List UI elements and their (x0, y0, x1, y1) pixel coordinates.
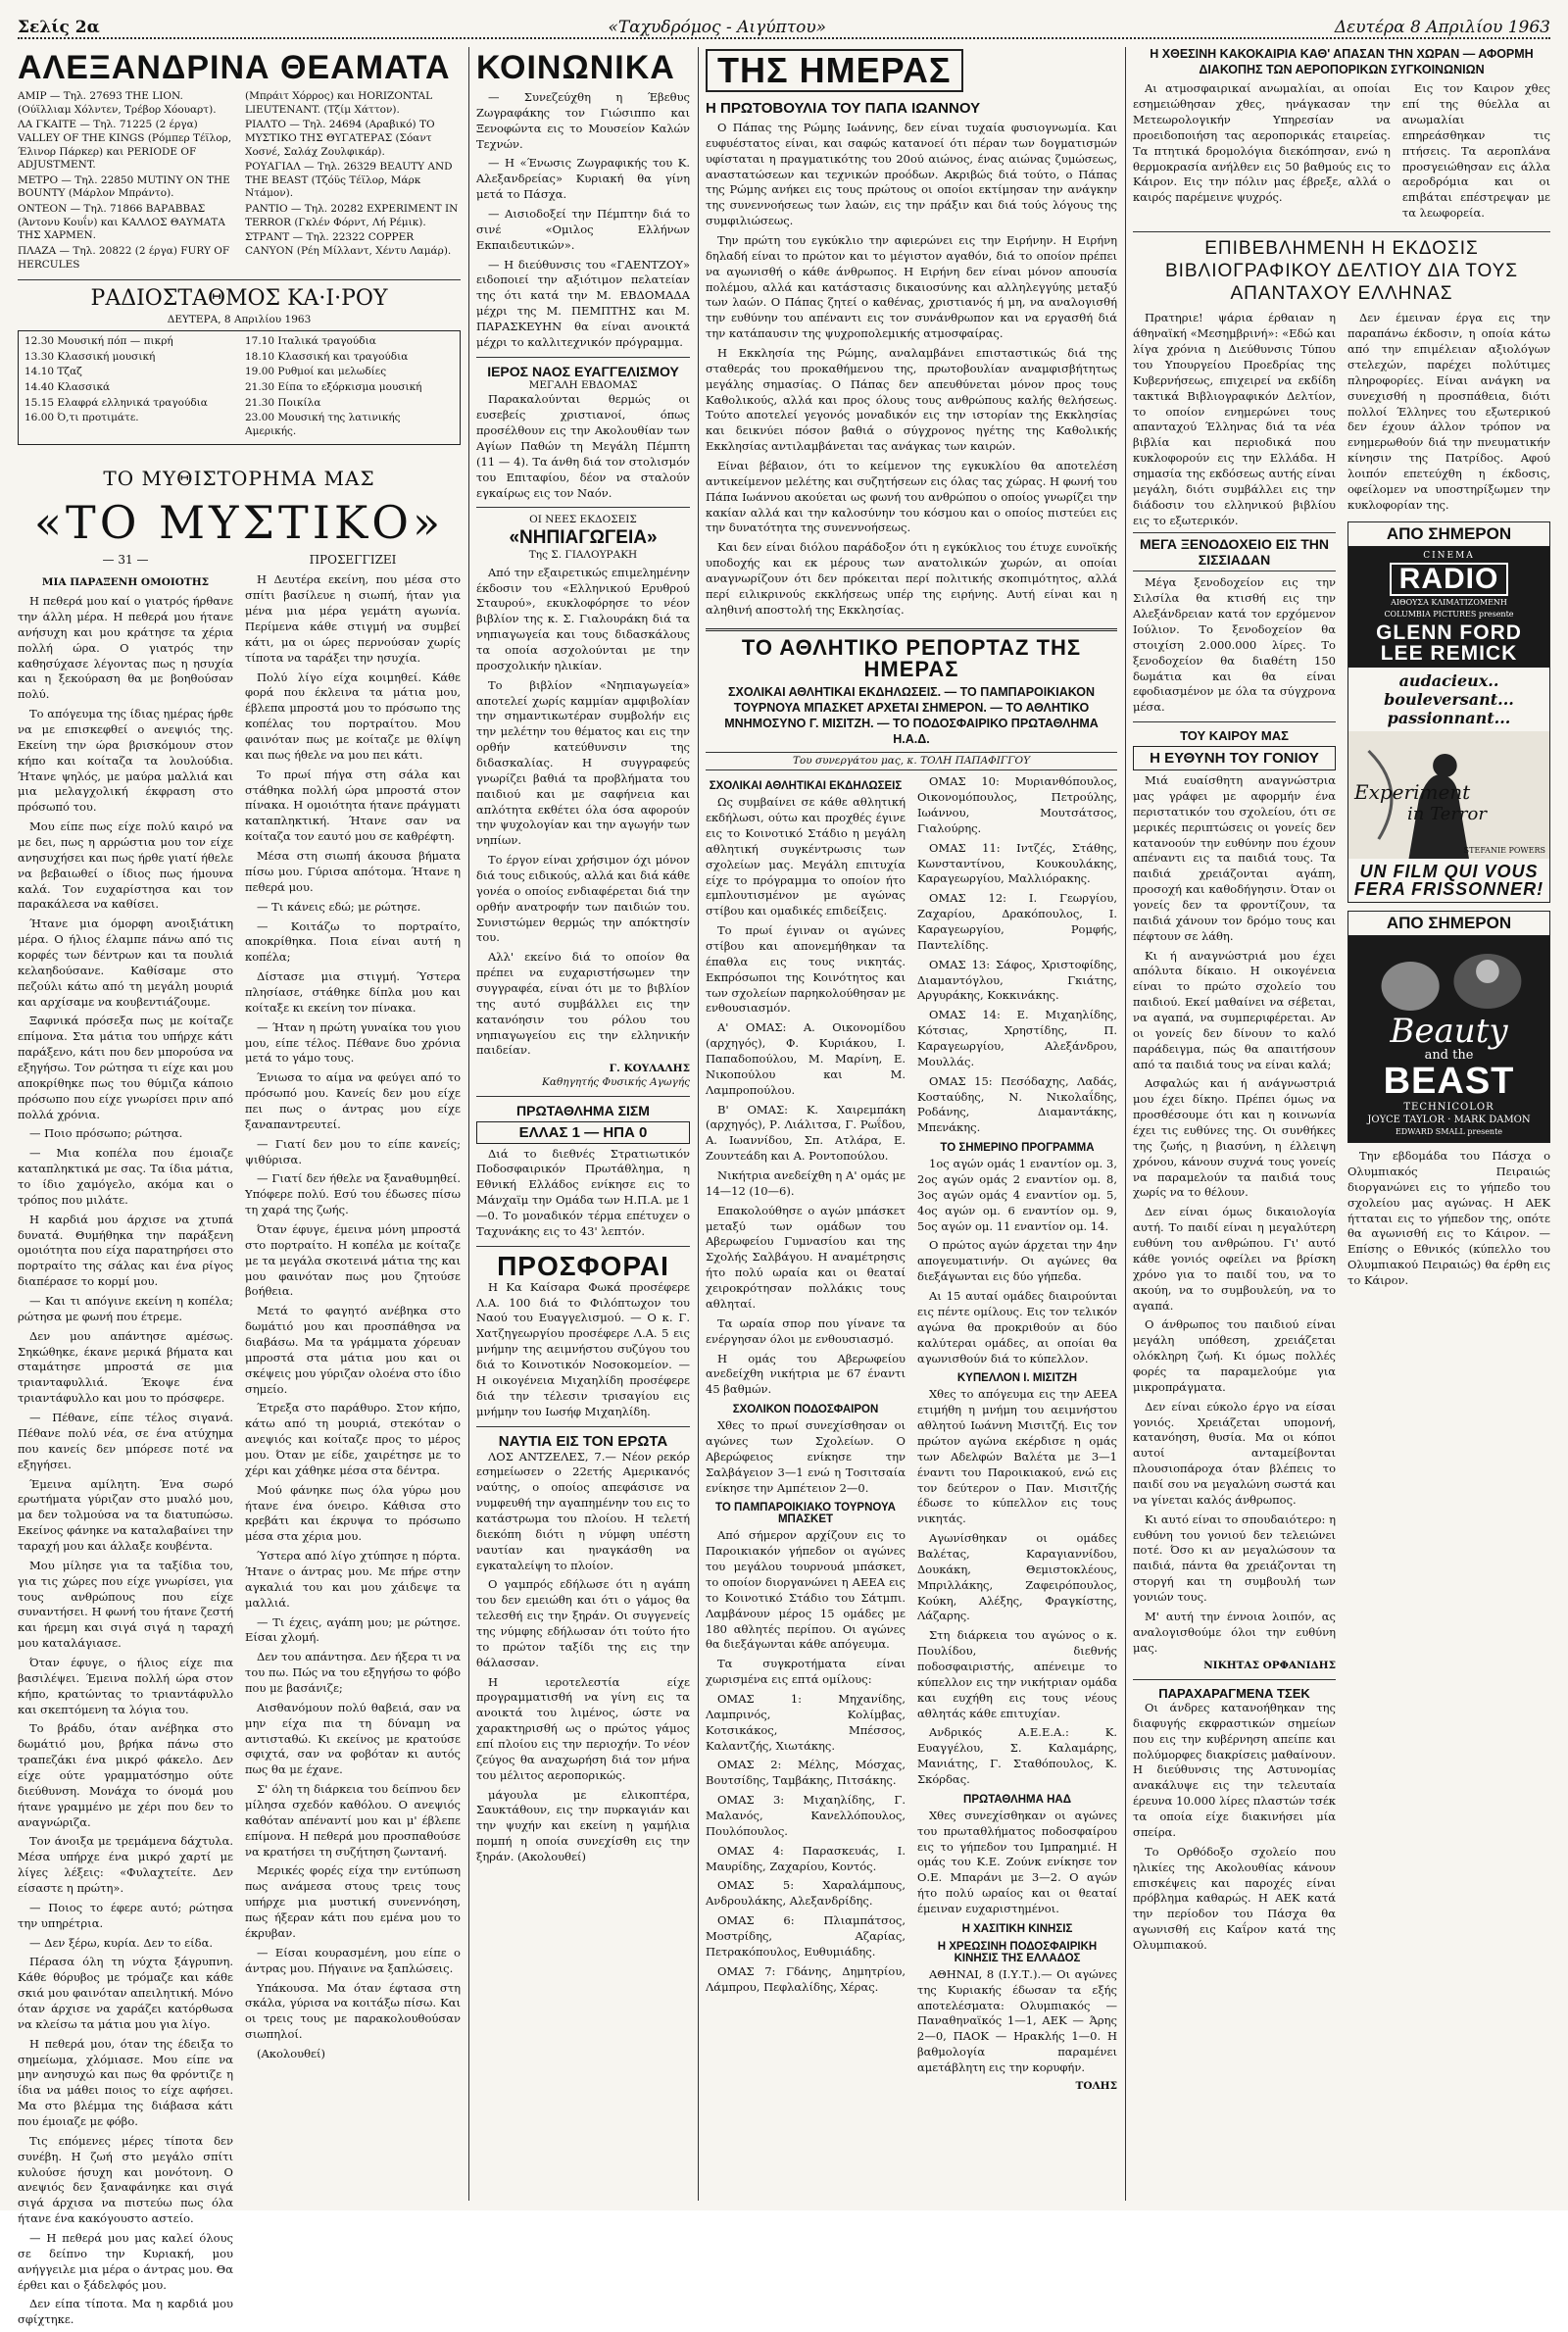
ad2-color: TECHNICOLOR (1403, 1102, 1494, 1114)
social-notes (476, 90, 690, 351)
newspaper-name: «Ταχυδρόμος - Αιγύπτου» (608, 18, 827, 37)
church-text: Παρακαλούνται θερμώς οι ευσεβείς χριστιανοί, όπως προσέλθουν εις την Ακολουθίαν των Αγίων Παθών τη Μεγάλη Πέμπτη (11 — 4). Τα άνθη διά τον στολισμόν του Επιταφίου, δέον να σταλούν εγκαίρως εις τον Ναόν. (476, 392, 690, 500)
sports-subheading: ΣΧΟΛΙΚΑΙ ΑΘΛΗΤΙΚΑΙ ΕΚΔΗΛΩΣΕΙΣ (709, 780, 903, 793)
sports-paragraph: ΟΜΑΣ 1: Μηχανίδης, Λαμπρινός, Κολίμβας, Κοτσικάκος, Μπέσσος, Καλαντζής, Χιωτάκης. (706, 1691, 906, 1753)
novel-paragraph: Μερικές φορές είχα την εντύπωση πως ανάμεσα στους τρεις τους υπήρχε μια μυστική συνεννόηση, πως ήξεραν κάτι που εμένα μου το έκρυβαν. (245, 1863, 461, 1940)
theaters-right (245, 90, 461, 273)
novel-episode: — 31 — (102, 553, 149, 568)
page-header (18, 12, 1550, 39)
book-review-paragraph: Το έργον είναι χρήσιμον όχι μόνον διά τους ειδικούς, αλλά και διά κάθε γονέα ο οποίος ενδιαφέρεται διά την ορθήν ανατροφήν των παιδιών του. Συνιστώμεν θερμώς την απόκτησίν του. (476, 853, 690, 945)
ad1-body (1348, 547, 1549, 668)
cinema-ad-royal (1348, 911, 1550, 1143)
ad2-title-1: Beauty (1390, 1012, 1508, 1052)
column-rule (698, 47, 699, 2201)
ad1-taglines (1348, 668, 1549, 732)
radio-program-item: 21.30 Ποικίλα (245, 396, 321, 409)
social-note: — Η «Ένωσις Ζωγραφικής του Κ. Αλεξανδρείας» Κυριακή θα γίνη μετά το Πάσχα. (476, 156, 690, 202)
theaters-left (18, 90, 233, 273)
theaters-listing (18, 90, 461, 273)
radio-program-item: 21.30 Είπα το εξόρκισμα μουσική (245, 380, 422, 393)
sports-paragraph: Αι 15 αυταί ομάδες διαιρούνται εις πέντε ομίλους. Εις τον τελικόν αγώνα θα προκριθούν αι δύο καλύτεραι ομάδες, αι οποίαι θα αγωνισθούν διά το κύπελλον. (917, 1289, 1117, 1365)
novel-paragraph: Το βράδυ, όταν ανέβηκα στο δωμάτιό μου, βρήκα πάνω στο τραπεζάκι ένα μικρό φάκελο. Δεν είχε ούτε γραμματόσημο ούτε διεύθυνση. Μονάχα το όνομά μου ήτανε γραμμένο με χέρι που δεν το αναγνώριζα. (18, 1721, 233, 1829)
navy-paragraph: Η ιεροτελεστία είχε προγραμματισθή να γίνη εις τα ανοικτά του λιμένος, ώστε να χαρακτηρισθή ως ο πρώτος γάμος επί πλοίου εις την περιοχήν. Το νέον ζεύγος θα αναχωρήση διά τον μήνα του μέλιτος αεροπορικώς. (476, 1674, 690, 1782)
ad2-title-3: BEAST (1383, 1061, 1515, 1103)
social-note: — Η διεύθυνσις του «ΓΑΕΝΤΖΟΥ» ειδοποιεί την αξιότιμον πελατείαν της ότι κατά την Μ. ΕΒΔΟΜΑΔΑ μέχρι της Μ. ΠΕΜΠΤΗΣ και Μ. ΠΑΡΑΣΚΕΥΗΝ θα είναι ανοικτά μέχρι το καλλιτεχνικόν πρόγραμμα. (476, 257, 690, 349)
weather-paragraph: Δεν είναι όμως δικαιολογία αυτή. Το παιδί είναι η μεγαλύτερη ευθύνη του ανθρώπου. Γι' αυτό κάθε γονιός οφείλει να βρίσκη χρόνο για το παιδί του, να το ακούη, να το συμβουλεύη, να το αγαπά. (1133, 1205, 1336, 1313)
sports-paragraph: Χθες συνεχίσθηκαν οι αγώνες του πρωταθλήματος ποδοσφαίρου εις το γήπεδον του Ιμπραημιέ. Η ομάς του Κ.Ε. Ζούνκ ενίκησε τον Ο.Ε. Μπαράνι με 3—2. Ο αγών ήτο πολύ ωραίος και οι θεαταί έμειναν ευχαριστημένοι. (917, 1808, 1117, 1915)
books-title: ΟΙ ΝΕΕΣ ΕΚΔΟΣΕΙΣ (529, 514, 637, 526)
radio-left (24, 335, 233, 440)
novel-paragraph: Έμεινα αμίλητη. Ένα σωρό ερωτήματα γύριζαν στο μυαλό μου, μα δεν τολμούσα να τα διατυπώσω. Εκείνος φάνηκε να καταλαβαίνει την ταραχή μου και άλλαξε κουβέντα. (18, 1476, 233, 1553)
airline-text-2: Εις τον Καιρον χθες επί της θύελλα αι ανωμαλίαι επηρεάσθηκαν τις πτήσεις. Τα αεροπλάνα προσγειώθησαν εις άλλα αεροδρόμια και οι επιβάται επέστρεψαν με τα λεωφορεία. (1401, 81, 1550, 221)
radio-program-item: 13.30 Κλασσική μουσική (24, 350, 156, 363)
page-number: Σελίς 2α (18, 18, 100, 37)
novel-paragraph: Το πρωί πήγα στη σάλα και στάθηκα πολλή ώρα μπροστά στον πίνακα. Η ομοιότητα ήτανε πράγματι καταπληκτική. Ήτανε σαν να κοίταζα τον εαυτό μου σε καθρέφτη. (245, 767, 461, 844)
ad1-quote: UN FILM QUI VOUS FERA FRISSONNER! (1353, 862, 1544, 900)
ad2-body (1348, 936, 1549, 1142)
sports-paragraph: Χθες το πρωί συνεχίσθησαν οι αγώνες των Σχολείων. Ο Αβερώφειος ενίκησε την Σαλβάγειον 3—1 ενώ η Τοσιτσαία ενίκησε την Αμπέτειον 2—0. (706, 1418, 906, 1495)
novel-paragraph: Δεν του απάντησα. Δεν ήξερα τι να του πω. Πώς να του εξηγήσω το φόβο που με βασάνιζε; (245, 1650, 461, 1696)
weather-paragraph: Ο άνθρωπος του παιδιού είναι μεγάλη υπόθεση, χρειάζεται ολόκληρη ζωή. Κι όμως πολλές φορές τα παραμελούμε για μικροπράγματα. (1133, 1317, 1336, 1394)
radio-right (245, 335, 454, 440)
church-subtitle: ΜΕΓΑΛΗ ΕΒΔΟΜΑΣ (528, 378, 638, 391)
sports-paragraph: ΟΜΑΣ 4: Παρασκευάς, Ι. Μαυρίδης, Ζαχαρίου, Κοντός. (706, 1843, 906, 1873)
novel-paragraph: Πολύ λίγο είχα κοιμηθεί. Κάθε φορά που έκλεινα τα μάτια μου, έβλεπα μπροστά μου το πρόσωπο της κοπέλας του πορτραίτου. Μου φαινόταν πως με κοίταζε με θλίψη και πως ήθελε να μου πει κάτι. (245, 670, 461, 762)
sports-paragraph: 1ος αγών ομάς 1 εναντίον ομ. 3, 2ος αγών ομάς 2 εναντίον ομ. 8, 3ος αγών ομάς 4 εναντίον ομ. 5, 4ος αγών ομ. 6 εναντίον ομ. 9, 5ος αγών ομ. 11 εναντίον ομ. 14. (917, 1157, 1117, 1233)
novel-paragraph: Έτρεξα στο παράθυρο. Στον κήπο, κάτω από τη μουριά, στεκόταν ο ανεψιός και κοίταζε προς το μέρος μου. Όταν με είδε, χαιρέτησε με το χέρι και χάθηκε μέσα στα δέντρα. (245, 1401, 461, 1477)
ad1-top: ΑΠΟ ΣΗΜΕΡΟΝ (1348, 522, 1549, 547)
weather-paragraph: Δεν είναι εύκολο έργο να είσαι γονιός. Χρειάζεται υπομονή, κατανόηση, θυσία. Μα οι κόποι αυτοί ανταμείβονται πλουσιοπάροχα όταν βλέπεις το παιδί σου να μεγαλώνη σωστά και να γίνεται καλός άνθρωπος. (1133, 1399, 1336, 1507)
sports-paragraph: ΟΜΑΣ 14: Ε. Μιχαηλίδης, Κότσιας, Χρηστίδης, Π. Καραγεωργίου, Αλεξάνδρου, Μουλλάς. (917, 1008, 1117, 1068)
biblio-title: ΕΠΙΒΕΒΛΗΜΕΝΗ Η ΕΚΔΟΣΙΣ ΒΙΒΛΙΟΓΡΑΦΙΚΟΥ ΔΕΛΤΙΟΥ ΔΙΑ ΤΟΥΣ ΑΠΑΝΤΑΧΟΥ ΕΛΛΗΝΑΣ (1164, 237, 1519, 304)
airline-text: Αι ατμοσφαιρικαί ανωμαλίαι, αι οποίαι εσημειώθησαν χθες, ηνάγκασαν την Μετεωρολογικήν Υπηρεσίαν να προειδοποιήση τας αεροπορικάς εταιρείας. Τα πτητικά δρομολόγια διεκόπησαν, ενώ η θερμοκρασία ανήλθεν εις 50 βαθμούς εις το Κάιρον. Εις την πόλιν μας έβρεξε, αλλά ο καιρός παρέμεινε ψυχρός. (1133, 81, 1391, 205)
radio-program-item: 14.40 Κλασσικά (24, 380, 111, 393)
novel-paragraph: Το απόγευμα της ίδιας ημέρας ήρθε να με επισκεφθεί ο ανεψιός της. Εκείνη την ώρα βρισκόμουν στον κήπο και κοίταζα τα λουλούδια. Ήτανε ψηλός, με μαύρα μαλλιά και μια μελαγχολική έκφραση στο πρόσωπό του. (18, 707, 233, 815)
sports-subheading: ΣΧΟΛΙΚΟΝ ΠΟΔΟΣΦΑΙΡΟΝ (732, 1404, 879, 1416)
novel-paragraph: Ξαφνικά πρόσεξα πως με κοίταζε επίμονα. Στα μάτια του υπήρχε κάτι παράξενο, κάτι που δεν μπορούσα να εξηγήσω. Τον ρώτησα τι είχε και μου αποκρίθηκε πως του θύμιζα κάποιο πρόσωπο που είχε γνωρίσει πριν από πολλά χρόνια. (18, 1014, 233, 1121)
sports-paragraph: Στη διάρκεια του αγώνος ο κ. Πουλίδου, διεθνής ποδοσφαιριστής, απένειμε το κύπελλον εις την νικήτριαν ομάδα και ευχήθη εις τους νέους αθλητάς κάθε επιτυχίαν. (917, 1628, 1117, 1720)
sports-paragraph: Ο πρώτος αγών άρχεται την 4ην απογευματινήν. Οι αγώνες θα διεξάγωνται εις δύο γήπεδα. (917, 1238, 1117, 1284)
novel-paragraph: Υπάκουσα. Μα όταν έφτασα στη σκάλα, γύρισα να κοιτάξω πίσω. Και οι τρεις τους με παρακολουθούσαν σιωπηλοί. (245, 1980, 461, 2042)
navy-story (476, 1450, 690, 1784)
radio-title: ΡΑΔΙΟΣΤΑΘΜΟΣ ΚΑ·Ι·ΡΟΥ (90, 286, 388, 312)
sports-paragraph: Αγωνίσθηκαν οι ομάδες Βαλέτας, Καραγιαννίδου, Δουκάκη, Θεμιστοκλέους, Μπριλλάκης, Ζαφειρόπουλος, Κούκη, Αλέξης, Φραγκίστης, Λάζαρης. (917, 1531, 1117, 1623)
novel-paragraph: — Ποιο πρόσωπο; ρώτησα. (29, 1126, 183, 1141)
ad1-cinema: CINEMA (1423, 550, 1475, 561)
issue-date: Δευτέρα 8 Απριλίου 1963 (1334, 18, 1550, 37)
weather-paragraph: Κι ή αναγνώστριά μου έχει απόλυτα δίκαιο. Η οικογένεια είναι το πρώτο σχολείο του παιδιού. Εκεί μαθαίνει να σέβεται, να αγαπά, να συμπεριφέρεται. Αν οι γονείς δεν δίνουν το καλό παράδειγμα, πώς θα απαιτήσουν από τα παιδιά τους να είναι καλά; (1133, 948, 1336, 1071)
book-review-paragraph: Αλλ' εκείνο διά το οποίον θα πρέπει να ευχαριστήσωμεν την συγγραφέα, είναι ότι με το βιβλίον της αυτό συμβάλλει εις την κατανόησιν του ρόλου του νηπιαγωγείου εις την ελληνικήν παιδείαν. (476, 950, 690, 1058)
book-review (476, 566, 690, 1060)
sports-subheading: ΤΟ ΣΗΜΕΡΙΝΟ ΠΡΟΓΡΑΜΜΑ (940, 1142, 1095, 1155)
novel-paragraph: Ύστερα από λίγο χτύπησε η πόρτα. Ήτανε ο άντρας μου. Με πήρε στην αγκαλιά του και μου χάιδεψε τα μαλλιά. (245, 1549, 461, 1610)
novel-paragraph: — Πέθανε, είπε τέλος σιγανά. Πέθανε πολύ νέα, σε ένα ατύχημα που κανείς δεν μπόρεσε ποτέ να εξηγήσει. (18, 1411, 233, 1471)
sports-paragraph: Ανδρικός Α.Ε.Ε.Α.: Κ. Ευαγγέλου, Σ. Καλαμάρης, Μανιάτης, Γ. Σταθόπουλος, Κ. Σκόρδας. (917, 1725, 1117, 1786)
novel-title: «ΤΟ ΜΥΣΤΙΚΟ» (33, 496, 445, 550)
ad1-aircon: ΑΙΘΟΥΣΑ ΚΛΙΜΑΤΙΖΟΜΕΝΗ (1391, 597, 1507, 607)
sports-paragraph: Α' ΟΜΑΣ: Α. Οικονομίδου (αρχηγός), Φ. Κυριάκου, Ι. Παπαδοπούλου, Μ. Μαρίνη, Ε. Νικοπούλου και Μ. Λαμπροπούλου. (706, 1020, 906, 1097)
radio-program-item: 19.00 Ρυθμοί και μελωδίες (245, 366, 387, 378)
novel-paragraph: Ήτανε μια όμορφη ανοιξιάτικη μέρα. Ο ήλιος έλαμπε πάνω από τις κορφές των δέντρων και τα πουλιά κελαηδούσανε. Καθίσαμε στο πεζούλι κάτω από τη μεγάλη μουριά και αρχίσαμε να κουβεντιάζουμε. (18, 917, 233, 1009)
navy-paragraph: Ο γαμπρός εδήλωσε ότι η αγάπη του δεν εμειώθη και ότι ο γάμος θα τελεσθή εις την ξηράν. Οι συγγενείς της νύμφης εδήλωσαν ότι τούτο ήτο το πρώτον ταξίδι της εις την θάλασσαν. (476, 1577, 690, 1669)
sports-paragraph: Β' ΟΜΑΣ: Κ. Χαιρεμπάκη (αρχηγός), Ρ. Λιάλιτσα, Γ. Ρωΐδου, Α. Ιωαννίδου, Σπ. Ατλάρα, Ε. Ζουντεάδη και Α. Ροντοπούλου. (706, 1102, 906, 1164)
airline-title: Η ΧΘΕΣΙΝΗ ΚΑΚΟΚΑΙΡΙΑ ΚΑΘ' ΑΠΑΣΑΝ ΤΗΝ ΧΩΡΑΝ — ΑΦΟΡΜΗ ΔΙΑΚΟΠΗΣ ΤΩΝ ΑΕΡΟΠΟΡΙΚΩΝ ΣΥΓΚΟΙΝΩΝΙΩΝ (1150, 47, 1534, 76)
theater-listing: ΡΟΥΑΓΙΑΛ — Τηλ. 26329 BEAUTY AND THE BEAST (Τζόϋς Τέϊλορ, Μάρκ Ντάμον). (245, 161, 453, 200)
biblio-text: Πρατηριε! ψάρια έρθαιαν η άθηναϊκή «Μεσημβρινή»: «Εδώ και λίγα χρόνια η Διεύθυνσις Τύπου του Υπουργείου Προεδρίας της Κυβερνήσεως, επιχειρεί να εκδίδη τακτικά Βιβλιογραφικόν Δελτίον, το οποίον ενημερώνει τους απανταχού Έλληνας διά τα νέα βιβλία και περιοδικά που κυκλοφορούν εις την Ελλάδα. Η σημασία της εκδόσεως αυτής είναι μεγάλη, διότι συμβάλλει εις την διάδοσιν του ελληνικού βιβλίου εις το εξωτερικόν. (1133, 311, 1336, 527)
hotel-title: ΜΕΓΑ ΞΕΝΟΔΟΧΕΙΟ ΕΙΣ ΤΗΝ ΣΙΣΣΙΑΔΑΝ (1133, 532, 1336, 571)
sports-subheading: Η ΧΑΣΙΤΙΚΗ ΚΙΝΗΣΙΣ (961, 1922, 1073, 1935)
sports-title: ΤΟ ΑΘΛΗΤΙΚΟ ΡΕΠΟΡΤΑΖ ΤΗΣ ΗΜΕΡΑΣ (741, 634, 1082, 681)
day-title: ΤΗΣ ΗΜΕΡΑΣ (706, 49, 963, 92)
sports-paragraph: Η ομάς του Αβερωφείου ανεδείχθη νικήτρια με 67 έναντι 45 βαθμών. (706, 1351, 906, 1397)
sports-signature: ΤΟΛΗΣ (1075, 2079, 1117, 2092)
novel-paragraph: Όταν έφυγε, έμεινα μόνη μπροστά στο πορτραίτο. Η κοπέλα με κοίταζε με τα μεγάλα σκοτεινά μάτια της και μου φαινόταν πως μου ζητούσε βοήθεια. (245, 1221, 461, 1299)
column-rule (468, 47, 469, 2201)
radio-program-item: 12.30 Μουσική πόπ — πικρή (24, 334, 173, 347)
novel-paragraph: — Γιατί δεν ήθελε να ξαναθυμηθεί. Υπόφερε πολύ. Εσύ του έδωσες πίσω τη χαρά της ζωής. (245, 1171, 461, 1217)
novel-paragraph: — Και τι απόγινε εκείνη η κοπέλα; ρώτησα με φωνή που έτρεμε. (18, 1294, 233, 1323)
easter-note: Την εβδομάδα του Πάσχα ο Ολυμπιακός Πειραιώς διοργανώνει εις το γήπεδο του σχολείου μας αγώνας. Η ΑΕΚ ήτταται εις το γήπεδον της, οπότε θα αγωνισθή εις το Κάιρον. — Επίσης ο Εθνικός (κύπελλο του Ολυμπιακού Πειραιώς) θα έρθη εις το Κάιρον. (1348, 1149, 1550, 1287)
theater-listing: ΟΝΤΕΟΝ — Τηλ. 71866 ΒΑΡΑΒΒΑΣ (Άντονυ Κουΐν) και ΚΑΛΛΟΣ ΘΑΥΜΑΤΑ ΤΗΣ ΧΑΡΜΕΝ. (18, 203, 225, 242)
weather-paragraph: Μ' αυτή την έννοια λοιπόν, ας αναλογισθούμε όλοι την ευθύνη μας. (1133, 1609, 1336, 1655)
ad1-star-2: LEE REMICK (1380, 641, 1518, 665)
novel-paragraph: Δεν μου απάντησε αμέσως. Σηκώθηκε, έκανε μερικά βήματα και σταμάτησε μπροστά σε μια τριανταφυλλιά. Έκοψε ένα τριαντάφυλλο και μου το πρόσφερε. (18, 1328, 233, 1406)
weather-paragraph: Μιά ευαίσθητη αναγνώστρια μας γράφει με αφορμήν ένα περιστατικόν του σχολείου, ότι σε μερικές περιπτώσεις οι γονείς δεν κατανοούν την ευθύνην που έχουν απέναντι εις τα παιδιά τους. Τα παιδιά χρειάζονται αγάπη, προσοχή και καθοδήγησιν. Όταν οι γονείς δεν τα φροντίζουν, τα παιδιά χάνουν τον δρόμο τους και πέφτουν σε λάθη. (1133, 773, 1336, 943)
navy-paragraph: ΛΟΣ ΑΝΤΖΕΛΕΣ, 7.— Νέον ρεκόρ εσημείωσεν ο 22ετής Αμερικανός ναύτης, ο οποίος απεφάσισε να νυμφευθή την αγαπημένην του εις το κατάστρωμα του πλοίου. Η τελετή διεκόπη διότι η νύμφη υπέστη ναυτίαν και ηναγκάσθη να εγκαταλείψη το πλοίον. (476, 1449, 690, 1572)
biblio-body (1133, 311, 1550, 1957)
sports-paragraph: Νικήτρια ανεδείχθη η Α' ομάς με 14—12 (10—6). (706, 1168, 906, 1198)
novel-paragraph: (Ακολουθεί) (257, 2046, 325, 2060)
sports-paragraph: ΟΜΑΣ 5: Χαραλάμπους, Ανδρουλάκης, Αλεξανδρίδης. (706, 1878, 906, 1909)
novel-paragraph: Δεν είπα τίποτα. Μα η καρδιά μου σφίχτηκε. (18, 2297, 233, 2327)
novel-continued: ΠΡΟΣΕΓΓΙΖΕΙ (309, 553, 397, 568)
sports-right (917, 774, 1117, 2080)
theater-listing: (Μπράιτ Χόρρος) και HORIZONTAL LIEUTENANT. (Τζίμ Χάττον). (245, 90, 433, 116)
novel-subhead: ΜΙΑ ΠΑΡΑΞΕΝΗ ΟΜΟΙΟΤΗΣ (41, 576, 210, 589)
sports-byline: Του συνεργάτου μας, κ. ΤΟΛΗ ΠΑΠΑΦΙΓΓΟΥ (706, 752, 1117, 771)
novel-paragraph: — Είσαι κουρασμένη, μου είπε ο άντρας μου. Πήγαινε να ξαπλώσεις. (245, 1945, 461, 1975)
sports-paragraph: Από σήμερον αρχίζουν εις το Παροικιακόν γήπεδον οι αγώνες του μεγάλου τουρνουά μπάσκετ, το οποίον διοργανώνει η ΑΕΕΑ εις το Κοινοτικό Στάδιο του Σάτμπι. Λαμβάνουν μέρος 15 ομάδες με 180 αθλητές περίπου. Οι αγώνες θα διεξάγωνται κάθε απόγευμα. (706, 1528, 906, 1652)
sports-paragraph: Το πρωί έγιναν οι αγώνες στίβου και απονεμήθηκαν τα έπαθλα εις τους νικητάς. Εκπρόσωποι της Κοινότητος και των σχολείων παρηκολούθησαν με ενθουσιασμόν. (706, 923, 906, 1016)
social-note: — Αισιοδοξεί την Πέμπτην διά το σινέ «Ομιλος Ελλήνων Εκπαιδευτικών». (476, 207, 690, 252)
sports-paragraph: Επακολούθησε ο αγών μπάσκετ μεταξύ των ομάδων του Αβερωφείου Γυμνασίου και της Σχολής Σαλβάγου. Η αναμέτρησις ήτο πολύ ωραία και οι θεαταί χειροκρότησαν πολλάκις τους αθληταί. (706, 1203, 906, 1311)
novel-paragraph: Τον άνοιξα με τρεμάμενα δάχτυλα. Μέσα υπήρχε ένα μικρό χαρτί με λίγες λέξεις: «Φυλαχτείτε. Δεν είσαστε η πρώτη». (18, 1834, 233, 1895)
plot-text-2: Το Ορθόδοξο σχολείο που ηλικίες της Ακολουθίας κάνουν επισκέψεις και παροχές είναι πρόβλημα καθαρώς. Η ΑΕΚ κατά την περίοδον του Πάσχα θα αγωνισθή εις Καΐρον κατά της Ολυμπιακού. (1133, 1844, 1336, 1952)
radio-program-item: 23.00 Μουσική της λατινικής Αμερικής. (245, 412, 401, 437)
novel-paragraph: — Ποιος το έφερε αυτό; ρώτησα την υπηρέτρια. (18, 1900, 233, 1930)
column-rule (1125, 47, 1126, 2201)
weather-title: ΤΟΥ ΚΑΙΡΟΥ ΜΑΣ (1180, 728, 1289, 744)
novel-paragraph: Όταν έφυγε, ο ήλιος είχε πια βασιλέψει. Έμεινα πολλή ώρα στον κήπο, κρατώντας το τριαντάφυλλο και σκεπτόμενη τα λόγια του. (18, 1655, 233, 1716)
donations-title: ΠΡΟΣΦΟΡΑΙ (497, 1250, 669, 1281)
radio-program-item: 14.10 Τζαζ (24, 366, 82, 378)
ad1-artwork (1348, 731, 1549, 859)
novel-body (18, 572, 461, 2332)
novel-paragraph: Δίστασε μια στιγμή. Ύστερα πλησίασε, στάθηκε δίπλα μου και κοίταξε κι εκείνη τον πίνακα. (245, 969, 461, 1015)
book-signature-role: Καθηγητής Φυσικής Αγωγής (542, 1075, 690, 1088)
plot-title: ΠΑΡΑΧΑΡΑΓΜΕΝΑ ΤΣΕΚ (1158, 1686, 1310, 1702)
sports-subheading: ΚΥΠΕΛΛΟΝ Ι. ΜΙΣΙΤΖΗ (956, 1372, 1078, 1385)
radio-program-item: 16.00 Ό,τι προτιμάτε. (24, 412, 139, 424)
sports-subtitle: ΣΧΟΛΙΚΑΙ ΑΘΛΗΤΙΚΑΙ ΕΚΔΗΛΩΣΕΙΣ. — ΤΟ ΠΑΜΠΑΡΟΙΚΙΑΚΟΝ ΤΟΥΡΝΟΥΑ ΜΠΑΣΚΕΤ ΑΡΧΕΤΑΙ ΣΗΜΕΡΟΝ. — ΤΟ ΑΘΛΗΤΙΚΟ ΜΝΗΜΟΣΥΝΟ Γ. ΜΙΣΙΤΖΗ. — ΤΟ ΠΟΔΟΣΦΑΙΡΙΚΟ ΠΡΩΤΑΘΛΗΜΑ Η.Α.Δ. (724, 684, 1099, 747)
novel-paragraph: Μού φάνηκε πως όλα γύρω μου ήτανε ένα όνειρο. Κάθισα στο κρεβάτι και έκρυψα το πρόσωπο μέσα στα χέρια μου. (245, 1482, 461, 1544)
sports-paragraph: ΟΜΑΣ 7: Γδάνης, Δημητρίου, Λάμπρου, Πεφλαλίδης, Χέρας. (706, 1963, 906, 1994)
book-review-paragraph: Από την εξαιρετικώς επιμελημένην έκδοσιν του «Ελληνικού Ερυθρού Σταυρού», εκυκλοφόρησε το νέον βιβλίον της κ. Σ. Γιαλουράκη διά τα νηπιαγωγεία και τους διδασκάλους τα οποία ασχολούνται με την προσχολικήν ηλικίαν. (476, 565, 690, 672)
day-subtitle: Η ΠΡΩΤΟΒΟΥΛΙΑ ΤΟΥ ΠΑΠΑ ΙΩΑΝΝΟΥ (706, 100, 981, 117)
sports-paragraph: ΟΜΑΣ 2: Μέλης, Μόσχας, Βουτσίδης, Ταμβάκης, Πιτσάκης. (706, 1758, 906, 1788)
sports-subheading: ΤΟ ΠΑΜΠΑΡΟΙΚΙΑΚΟ ΤΟΥΡΝΟΥΑ ΜΠΑΣΚΕΤ (715, 1502, 896, 1526)
ad1-star-1: GLENN FORD (1376, 620, 1522, 644)
sports-paragraph: ΟΜΑΣ 6: Πλιαμπάτσος, Μοστρίδης, Αζαρίας, Πετρακόπουλος, Ευθυμιάδης. (706, 1913, 906, 1959)
day-article (706, 121, 1117, 619)
navy-title: ΝΑΥΤΙΑ ΕΙΣ ΤΟΝ ΕΡΩΤΑ (498, 1432, 668, 1450)
novel-paragraph: Η πεθερά μου καί ο γιατρός ήρθανε την άλλη μέρα. Η πεθερά μου ήτανε ανήσυχη και μου κράτησε τα χέρια πολλή ώρα. Ο γιατρός την καθησύχασε λέγοντας πως η ησυχία και η ξεκούραση θα με βοηθούσαν πολύ. (18, 594, 233, 702)
novel-paragraph: — Γιατί δεν μου το είπε κανείς; ψιθύρισα. (245, 1136, 461, 1166)
ad2-title-2: and the (1424, 1048, 1474, 1064)
novel-paragraph: Η πεθερά μου, όταν της έδειξα το σημείωμα, χλόμιασε. Μου είπε να μην ανησυχώ και πως θα φρόντιζε η ίδια να μάθει ποιος το είχε αφήσει. Μα στο βλέμμα της διάβασα κάτι που έμοιαζε με φόβο. (18, 2036, 233, 2129)
novel-paragraph: Πέρασα όλη τη νύχτα ξάγρυπνη. Κάθε θόρυβος με τρόμαζε και κάθε σκιά μου φαινόταν απειλητική. Μόνο όταν άρχισε να χαράζει κατόρθωσα να κλείσω τα μάτια μου για λίγο. (18, 1955, 233, 2031)
theater-listing: ΜΕΤΡΟ — Τηλ. 22850 MUTINY ON THE BOUNTY (Μάρλον Μπράντο). (18, 174, 230, 200)
book-review-paragraph: Το βιβλίον «Νηπιαγωγεία» αποτελεί χωρίς καμμίαν αμφιβολίαν την σημαντικωτέραν συμβολήν εις την μελέτην του θέματος και εις την ορθήν κατεύθυνσιν της διδασκαλίας. Η συγγραφεύς γνωρίζει βαθιά τα προβλήματα του παιδιού και με σαφήνεια και απλότητα εκθέτει όλα όσα αφορούν την ψυχολογίαν και την αγωγήν των νηπίων. (476, 677, 690, 848)
novel-section: ΤΟ ΜΥΘΙΣΤΟΡΗΜΑ ΜΑΣ (103, 467, 375, 491)
sports-paragraph: ΟΜΑΣ 11: Ιντζές, Στάθης, Κωνσταντίνου, Κουκουλάκης, Καραγεωργίου, Μαλλιόρακης. (917, 840, 1117, 886)
sports-body (706, 774, 1117, 2080)
column-social (476, 47, 690, 2201)
weather-paragraph: Ασφαλώς και ή ανάγνωστριά μου έχει δίκηο. Πρέπει όμως να προσθέσουμε ότι και η κοινωνία έχει τις ευθύνες της. Οι συνθήκες της ζωής, η βιασύνη, η έλλειψη χρόνου, κάνουν συχνά τους γονείς να παραμελούν τα παιδιά τους χωρίς να το θέλουν. (1133, 1076, 1336, 1200)
novel-paragraph: — Ήταν η πρώτη γυναίκα του γιου μου, είπε τέλος. Πέθανε δυο χρόνια μετά το γάμο τους. (245, 1019, 461, 1066)
ad1-film-title-2: in Terror (1407, 804, 1487, 825)
biblio-text-2: Δεν έμειναν έργα εις την παραπάνω έκδοσιν, η οποία κάτω από την επιμέλειαν αξιολόγων στελεχών, παρέχει πολύτιμες πληροφορίες. Είναι ανάγκη να συνεχισθή η προσπάθεια, διότι πολλοί Έλληνες του εξωτερικού δεν έχουν άλλον τρόπον να ενημερωθούν διά την πνευματικήν κίνησιν της Πατρίδος. Αφού λοιπόν επετεύχθη η έκδοσις, οφείλομεν να υποστηρίξωμεν την κυκλοφορίαν της. (1348, 311, 1550, 512)
theater-listing: ΛΑ ΓΚΑΙΤΕ — Τηλ. 71225 (2 έργα) VALLEY OF THE KINGS (Ρόμπερ Τέϊλορ, Έλινορ Πάρκερ) και PERIODE OF ADJUSTMENT. (18, 119, 232, 172)
column-left (18, 47, 461, 2327)
novel-paragraph: — Κοιτάζω το πορτραίτο, αποκρίθηκα. Ποια είναι αυτή η κοπέλα; (245, 918, 461, 965)
sports-paragraph: ΟΜΑΣ 15: Πεσόδαχης, Λαδάς, Κοσταύδης, Ν. Νικολαΐδης, Ροδάνης, Διαμαντάκης, Μπενάκης. (917, 1073, 1117, 1135)
radio-program-item: 18.10 Κλασσική και τραγούδια (245, 350, 409, 363)
weather-paragraph: Κι αυτό είναι το σπουδαιότερο: η ευθύνη του γονιού δεν τελειώνει ποτέ. Όσο κι αν μεγαλώσουν τα παιδιά, πάντα θα χρειάζονται τη στοργή και τη συμβουλή των γονιών τους. (1133, 1512, 1336, 1604)
sports-subheading: ΠΡΩΤΑΘΛΗΜΑ ΗΑΔ (963, 1793, 1071, 1806)
donations-text: Η Κα Καίσαρα Φωκά προσέφερε Λ.Α. 100 διά το Φιλόπτωχον του Ναού του Ευαγγελισμού. — Ο κ. Γ. Χατζηγεωργίου προσέφερε Λ.Α. 5 εις μνήμην της αειμνήστου συζύγου του διά το Κοινοτικόν Νοσοκομείον. — Η οικογένεια Μιχαηλίδη προσέφερε διά την τέλεσιν τρισαγίου εις μνήμην του Ιωσήφ Μιχαηλίδη. (476, 1279, 690, 1418)
sports-paragraph: ΟΜΑΣ 13: Σάφος, Χριστοφίδης, Διαμαντόγλου, Γκιάτης, Αργυράκης, Κοκκινάκης. (917, 957, 1117, 1003)
novel-paragraph: Μετά το φαγητό ανέβηκα στο δωμάτιό μου και προσπάθησα να διαβάσω. Μα τα γράμματα χόρευαν μπροστά στα μάτια μου και οι σκέψεις μου γύριζαν ολοένα στο ίδιο σημείο. (245, 1304, 461, 1396)
hotel-text: Μέγα ξενοδοχείον εις την Σιλσίλα θα κτισθή εις την Αλεξάνδρειαν κατά τον ερχόμενον Ιούλιον. Το ξενοδοχείον θα στοιχίση 2.000.000 λίρες. Το ξενοδοχείον θα διαθέτη 150 δωμάτια και θα είναι εφοδιασμένον με όλα τα σύγχρονα μέσα. (1133, 575, 1336, 715)
sports-paragraph: Τα συγκροτήματα είναι χωρισμένα εις επτά ομίλους: (706, 1657, 906, 1687)
ad1-credit: STEFANIE POWERS (1463, 846, 1545, 856)
book-signature: Γ. ΚΟΥΛΑΛΗΣ (609, 1063, 690, 1075)
novel-paragraph: — Τι έχεις, αγάπη μου; με ρώτησε. Είσαι χλομή. (245, 1614, 461, 1645)
novel-paragraph: Η καρδιά μου άρχισε να χτυπά δυνατά. Θυμήθηκα την παράξενη ομοιότητα που είχα παρατηρήσει στο πορτραίτο της σάλας και ένα ρίγος διαπέρασε το κορμί μου. (18, 1212, 233, 1289)
day-paragraph: Η Εκκλησία της Ρώμης, αναλαμβάνει επισταστικώς διά της σταθεράς του προκαθήμενου της, πρωτοβουλίαν αναμφισβήτητως μεγάλης σημασίας. Ο Πάπας δεν απευθύνεται μόνον προς τους Καθολικούς, αλλά και προς όλους τους ανθρώπους καλής θελήσεως. Τούτο αποτελεί γεγονός μοναδικόν εις την ιστορίαν της Εκκλησίας και δεικνύει πόσον βαθιά ο σύγχρονος ηγέτης της Καθολικής Εκκλησίας αντιλαμβάνεται τας ανάγκας των καιρών. (706, 346, 1117, 454)
novel-column-2 (245, 572, 461, 2332)
ad2-cast: JOYCE TAYLOR · MARK DAMON (1367, 1115, 1531, 1126)
novel-paragraph: — Η πεθερά μου μας καλεί όλους σε δείπνο την Κυριακή, μου ανήγγειλε μια μέρα ο άντρας μου. Θα έρθει και ο ξάδελφός μου. (18, 2231, 233, 2292)
novel-paragraph: — Τι κάνεις εδώ; με ρώτησε. (257, 899, 421, 914)
radio-program-item: 15.15 Ελαφρά ελληνικά τραγούδια (24, 396, 208, 409)
airline-body (1133, 81, 1550, 225)
church-title: ΙΕΡΟΣ ΝΑΟΣ ΕΥΑΓΓΕΛΙΣΜΟΥ (487, 363, 679, 379)
ad1-tag-3: passionnant... (1387, 708, 1511, 727)
radio-schedule (18, 330, 461, 445)
theaters-title: ΑΛΕΞΑΝΔΡΙΝΑ ΘΕΑΜΑΤΑ (18, 49, 451, 86)
sports-paragraph: Ως συμβαίνει σε κάθε αθλητική εκδήλωσι, ούτω και προχθές έγινε εις το Κοινοτικό Στάδιο η μεγάλη αθλητική συγκέντρωσις των σχολείων μας. Μεγάλη επιτυχία είχε το πρόγραμμα το οποίον ήτο εμπλουτισμένον με αγώνας στίβου και ομαδικές επιδείξεις. (706, 795, 906, 918)
theater-listing: ΡΙΑΛΤΟ — Τηλ. 24694 (Αραβικό) ΤΟ ΜΥΣΤΙΚΟ ΤΗΣ ΘΥΓΑΤΕΡΑΣ (Σόαντ Χοσνέ, Σαλάχ Ζουλφικάρ). (245, 119, 435, 158)
sports-subheading: Η ΧΡΕΩΣΙΝΗ ΠΟΔΟΣΦΑΙΡΙΚΗ ΚΙΝΗΣΙΣ ΤΗΣ ΕΛΛΑΔΟΣ (937, 1940, 1098, 1964)
theater-listing: ΡΑΝΤΙΟ — Τηλ. 20282 EXPERIMENT IN TERROR (Γκλέν Φόρντ, Λή Ρέμικ). (245, 203, 459, 228)
cinema-ad-radio (1348, 521, 1550, 904)
sports-paragraph: ΑΘΗΝΑΙ, 8 (Ι.Υ.Τ.).— Οι αγώνες της Κυριακής έδωσαν τα εξής αποτελέσματα: Ολυμπιακός — Παναθηναϊκός 1—1, ΑΕΚ — Άρης 2—0, ΠΑΟΚ — Ηρακλής 1—0. Η βαθμολογία παραμένει αμετάβλητη εις την κορυφήν. (917, 1966, 1117, 2075)
ad2-figures-image (1352, 942, 1545, 1011)
ad1-cinema-name: RADIO (1390, 563, 1509, 596)
weather-signature: ΝΙΚΗΤΑΣ ΟΡΦΑΝΙΔΗΣ (1203, 1660, 1336, 1672)
novel-paragraph: Σ' όλη τη διάρκεια του δείπνου δεν μίλησα σχεδόν καθόλου. Ο ανεψιός καθόταν απέναντί μου και μ' έβλεπε επίμονα. Η πεθερά μου προσπαθούσε να κρατήσει τη συζήτηση ζωντανή. (245, 1782, 461, 1859)
novel-paragraph: Η Δευτέρα εκείνη, που μέσα στο σπίτι βασίλευε η σιωπή, ήταν για μένα μια μέρα γεμάτη αγωνία. Περίμενα κάθε στιγμή να συμβεί κάτι, μα οι ώρες περνούσαν χωρίς τίποτα να ταράξει την ησυχία. (245, 572, 461, 665)
sports-left (706, 774, 906, 2080)
novel-paragraph: Αισθανόμουν πολύ θαβειά, σαν να μην είχα πια τη δύναμη να αντισταθώ. Κι εκείνος με κρατούσε σφιχτά, σαν να φοβόταν κι αυτός πως θα με έχανε. (245, 1700, 461, 1777)
ad2-credit: EDWARD SMALL presente (1395, 1127, 1503, 1137)
column-right (1133, 47, 1550, 2201)
sports-paragraph: ΟΜΑΣ 10: Μυριανθόπουλος, Οικονομόπουλος, Πετρούλης, Ιωάννου, Μουτσάτσος, Γιαλούρης. (917, 774, 1117, 835)
sism-title: ΠΡΩΤΑΘΛΗΜΑ ΣΙΣΜ (516, 1102, 650, 1118)
column-center (706, 47, 1117, 2201)
ad2-top: ΑΠΟ ΣΗΜΕΡΟΝ (1348, 912, 1549, 936)
novel-episode-row (18, 553, 461, 567)
radio-subtitle: ΔΕΥΤΕΡΑ, 8 Απριλίου 1963 (167, 314, 312, 326)
theater-listing: ΣΤΡΑΝΤ — Τηλ. 22322 COPPER CANYON (Ρέη Μίλλαντ, Χέντυ Λαμάρ). (245, 231, 452, 258)
ad1-tag-1: audacieux.. (1398, 670, 1499, 690)
theater-listing: ΑΜΙΡ — Τηλ. 27693 THE LION. (Ούϊλλιαμ Χόλντεν, Τρέβορ Χόουαρτ). (18, 90, 217, 116)
theater-listing: ΠΛΑΖΑ — Τηλ. 20822 (2 έργα) FURY OF HERCULES (18, 245, 230, 271)
novel-paragraph: Τις επόμενες μέρες τίποτα δεν συνέβη. Η ζωή στο μεγάλο σπίτι κυλούσε ήσυχη και μονότονη. Ο ανεψιός δεν ξαναφάνηκε και σιγά σιγά άρχισα να πιστεύω πως όλα ήτανε ένα κακόγουστο αστείο. (18, 2133, 233, 2226)
ad1-film-title-1: Experiment (1354, 780, 1471, 805)
radio-program-item: 17.10 Ιταλικά τραγούδια (245, 334, 376, 347)
navy-end: μάγουλα με ελικοπτέρα, Σαυκτάθουν, εις την πυρκαγιάν και την ψυχήν και εκείνη η γαμήλια πομπή η οποία συνεχίσθη εις την ξηράν. (Ακολουθεί) (476, 1787, 690, 1863)
social-title: ΚΟΙΝΩΝΙΚΑ (476, 49, 675, 86)
day-paragraph: Είναι βέβαιον, ότι το κείμενον της εγκυκλίου θα αποτελέση αντικείμενον μελέτης και συζητήσεων εις όλας τας χώρας. Η φωνή του Πάπα Ιωάννου ακούεται ως φωνή του ανθρώπου ο οποίος γνωρίζει την κακίαν αλλά και την καλοσύνην του κόσμου και ο οποίος πιστεύει εις την δυνατότητα της συνεννοήσεως. (706, 459, 1117, 535)
novel-paragraph: Μου είπε πως είχε πολύ καιρό να με δει, πως η αρρώστια μου τον είχε ανησυχήσει και πως ήρθε γιατί ήθελε να βεβαιωθεί ο ίδιος πως ήμουνα καλά. Τον ευχαρίστησα και τον παρακάλεσα να καθίσει. (18, 819, 233, 912)
ad1-tag-2: bouleversant... (1384, 689, 1514, 709)
novel-paragraph: — Δεν ξέρω, κυρία. Δεν το είδα. (29, 1935, 213, 1950)
weather-article (1133, 773, 1336, 1656)
plot-text: Οι άνδρες κατανοήθηκαν της διαφυγής εκφραστικών σημείων που εις την κυβέρνηση απείπε και πολύμορφες διακρίσεις μαθαίνουν. Η διεύθυνσις της Αστυνομίας ανακάλυψε εις την τελευταία έρευνα 10.000 λίρες πλαστών τσέκ τα οποία είχε διακινήσει μία σπείρα. (1133, 1701, 1336, 1839)
sports-paragraph: Χθες το απόγευμα εις την ΑΕΕΑ ετιμήθη η μνήμη του αειμνήστου αθλητού Ιωάννη Μισιτζή. Εις τον πρώτον αγώνα εκέρδισε η ομάς των Αδελφών Βαλέτα με 3—1 έναντι του Παροικιακού, ενώ εις τον δεύτερον ο Παν. Μισιτζής έδωσε το κύπελλον εις τους νικητάς. (917, 1387, 1117, 1526)
day-paragraph: Και δεν είναι διόλου παράδοξον ότι η εγκύκλιος του έτυχε ευνοϊκής υποδοχής και εκ μέρους των ανατολικών χωρών, αι οποίαι αναγνωρίζουν ότι δεν πρόκειται περί πολιτικής σκοπιμότητος, αλλά περί ειλικρινούς εκκλήσεως υπέρ της ειρήνης. Αυτή είναι και η αληθινή αποστολή της Εκκλησίας. (706, 540, 1117, 617)
novel-column-1 (18, 572, 233, 2332)
sports-paragraph: ΟΜΑΣ 12: Ι. Γεωργίου, Ζαχαρίου, Δρακόπουλος, Ι. Καραγεωργίου, Ρομφής, Παντελίδης. (917, 891, 1117, 952)
novel-paragraph: Ένιωσα το αίμα να φεύγει από το πρόσωπό μου. Κανείς δεν μου είχε πει πως ο άντρας μου είχε ξαναπαντρευτεί. (245, 1070, 461, 1131)
sism-score: ΕΛΛΑΣ 1 — ΗΠΑ 0 (476, 1121, 690, 1144)
social-note: — Συνεζεύχθη η Έβεθυς Ζωγραφάκης τον Γιώσιππο και Ξενοφώντα εις το Μουσείον Καλών Τεχνών. (476, 90, 690, 151)
sism-text: Διά το διεθνές Στρατιωτικόν Ποδοσφαιρικόν Πρωτάθλημα, η Εθνική Ελλάδος ενίκησε εις το Μάνχαϊμ την Ομάδα των Η.Π.Α. με 1—0. Το μοναδικόν τέρμα επέτυχεν ο Ταχυνάκης εις το 43' λεπτόν. (476, 1146, 690, 1238)
sports-paragraph: ΟΜΑΣ 3: Μιχαηλίδης, Γ. Μαλανός, Κανελλόπουλος, Πουλόπουλος. (706, 1793, 906, 1838)
ad1-company: COLUMBIA PICTURES presente (1384, 609, 1514, 619)
book-author: Της Σ. ΓΙΑΛΟΥΡΑΚΗ (528, 549, 638, 562)
day-paragraph: Ο Πάπας της Ρώμης Ιωάννης, δεν είναι τυχαία φυσιογνωμία. Και ευφυέστατος είναι, και σαφώς κατανοεί ότι πέραν των δογματισμών υφίσταται η πραγματικότης του 20ού αιώνος, ένας αιώνας ζυμώσεως, αναστατώσεων και τεχνικών προόδων. Ακριβώς διά τούτο, ο Πάπας της Ρώμης ανήκει εις τους πρώτους οι οποίοι εκτίμησαν την ανάγκην της συνεννοήσεως των λαών, εις την πράξιν και διά τούς λόγους της συμφιλιώσεως. (706, 121, 1117, 228)
weather-subtitle: Η ΕΥΘΥΝΗ ΤΟΥ ΓΟΝΙΟΥ (1133, 746, 1336, 770)
novel-paragraph: Μου μίλησε για τα ταξίδια του, για τις χώρες που είχε γνωρίσει, για τους ανθρώπους που είχε συναντήσει. Η φωνή του ήτανε ζεστή και ήρεμη και σιγά σιγά η ταραχή μου καταλάγιασε. (18, 1558, 233, 1651)
novel-paragraph: — Μια κοπέλα που έμοιαζε καταπληκτικά με σας. Τα ίδια μάτια, το ίδιο χαμόγελο, ακόμα και ο τρόπος που μιλάτε. (18, 1146, 233, 1207)
book-title: «ΝΗΠΙΑΓΩΓΕΙΑ» (509, 527, 658, 549)
sports-paragraph: Τα ωραία σπορ που γίνανε τα ενέργησαν όλοι με ενθουσιασμό. (706, 1315, 906, 1346)
day-paragraph: Την πρώτη του εγκύκλιο την αφιερώνει εις την Ειρήνην. Η Ειρήνη δηλαδή είναι το πρώτον και το μέγιστον αγαθόν, διά το οποίον πρέπει να αγωνισθή ο κάθε άνθρωπος. Η Ειρήνη δεν είναι μόνον απουσία πολέμου, αλλά και κατάστασις δικαιοσύνης και αλληλεγγύης μεταξύ των λαών. Ο Πάπας ζητεί ο καθένας, χριστιανός ή μη, να αναλογισθή την ευθύνην του απέναντι εις τον συνάνθρωπον και να εργασθή διά την κατάπαυσιν της ψυχροπολεμικής ατμοσφαίρας. (706, 233, 1117, 341)
novel-paragraph: Μέσα στη σιωπή άκουσα βήματα πίσω μου. Γύρισα απότομα. Ήτανε η πεθερά μου. (245, 849, 461, 894)
